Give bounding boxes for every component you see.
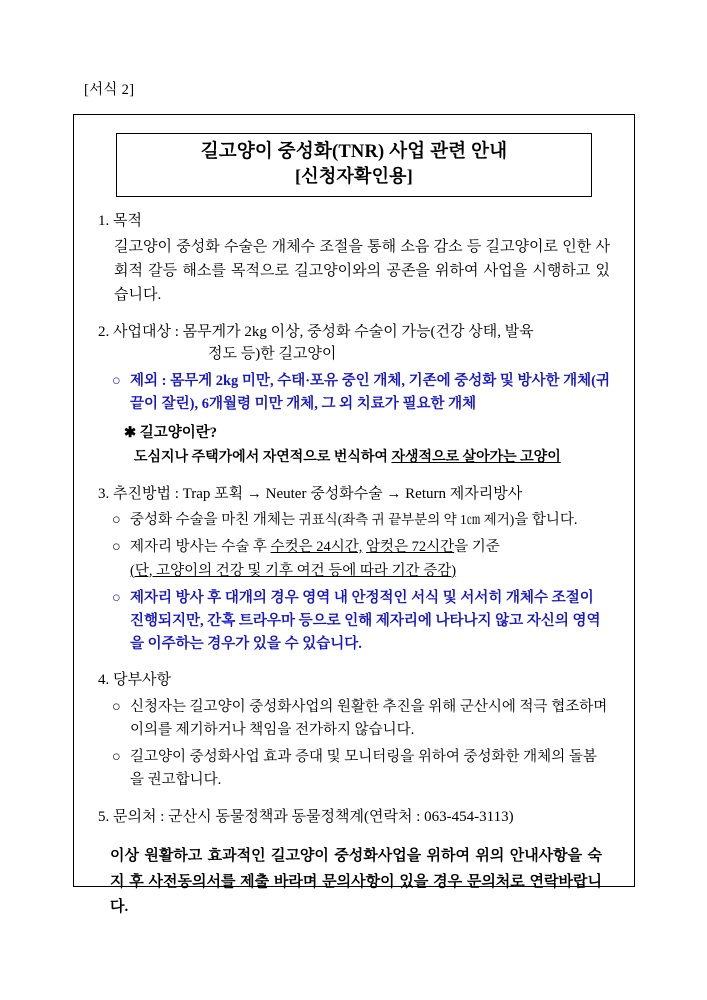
section-contact-title: 문의처 : 군산시 동물정책과 동물정책계(연락처 : 063-454-3113) xyxy=(113,808,514,825)
bullet-cooperation-text: 신청자는 길고양이 중성화사업의 원활한 추진을 위해 군산시에 적극 협조하며 이의를 제기하거나 책임을 전가하지 않습니다. xyxy=(130,698,608,739)
release-female: 암컷은 72시간 xyxy=(365,539,455,556)
document-subtitle: [신청자확인용] xyxy=(295,165,413,186)
section-target xyxy=(98,321,610,470)
section-contact-number: 5. xyxy=(98,808,110,825)
section-method-heading xyxy=(98,483,610,506)
bullet-marker: ○ xyxy=(112,589,121,606)
section-requests-number: 4. xyxy=(98,672,110,689)
ear-tipping-post: 을 합니다. xyxy=(514,512,578,529)
section-purpose-title: 목적 xyxy=(113,213,142,230)
release-post: 을 기준 xyxy=(454,539,500,556)
document-content xyxy=(92,210,616,920)
release-time-note: (단, 고양이의 건강 및 기후 여건 등에 따라 기간 증감) xyxy=(130,562,457,579)
document-title: 길고양이 중성화(TNR) 사업 관련 안내 xyxy=(200,142,508,162)
bullet-marker: ○ xyxy=(112,698,121,715)
section-target-title: 사업대상 : 몸무게가 2kg 이상, 중성화 수술이 가능(건강 상태, 발육 xyxy=(113,323,534,340)
ear-tipping-detail: 귀표식(좌측 귀 끝부분의 약 1㎝ 제거) xyxy=(298,512,515,528)
section-purpose-body: 길고양이 중성화 수술은 개체수 조절을 통해 소음 감소 등 길고양이로 인한 사회적 갈등 해소를 목적으로 길고양이와의 공존을 위하여 사업을 시행하고 있습니다. xyxy=(114,238,610,304)
ear-tipping-pre: 중성화 수술을 마친 개체는 xyxy=(130,512,299,529)
section-purpose-heading xyxy=(98,210,610,233)
section-method-title: 추진방법 : Trap 포획 → Neuter 중성화수술 → Return 제자리방사 xyxy=(113,485,523,502)
stray-cat-definition-heading: ✱ 길고양이란? xyxy=(124,425,218,442)
bullet-ear-tipping xyxy=(98,509,610,532)
release-time-line1 xyxy=(130,536,610,559)
section-contact-heading xyxy=(98,806,610,829)
bullet-exclusions xyxy=(98,370,610,416)
bullet-release-time xyxy=(98,536,610,582)
form-tag: [서식 2] xyxy=(84,82,135,98)
section-purpose-number: 1. xyxy=(98,213,110,230)
section-requests xyxy=(98,669,610,792)
section-method xyxy=(98,483,610,657)
bullet-care-text: 길고양이 중성화사업 효과 증대 및 모니터링을 위하여 중성화한 개체의 돌봄을 권고합니다. xyxy=(130,749,597,789)
bullet-marker: ○ xyxy=(112,539,121,556)
bullet-post-release-text: 제자리 방사 후 대개의 경우 영역 내 안정적인 서식 및 서서히 개체수 조절이 진행되지만, 간혹 트라우마 등으로 인해 제자리에 나타나지 않고 자신의 영역을 이주하는 경우가 있을 수 있습니다. xyxy=(130,589,601,653)
bullet-cooperation xyxy=(98,696,610,742)
bullet-ear-tipping-text xyxy=(130,509,610,532)
definition-underlined: 자생적으로 살아가는 고양이 xyxy=(391,450,561,466)
section-requests-title: 당부사항 xyxy=(113,672,171,689)
document-border-box xyxy=(73,114,635,916)
section-target-number: 2. xyxy=(98,323,110,340)
section-purpose xyxy=(98,210,610,307)
bullet-marker: ○ xyxy=(112,372,121,389)
section-requests-heading xyxy=(98,669,610,692)
definition-plain: 도심지나 주택가에서 자연적으로 번식하여 xyxy=(134,450,392,466)
section-target-heading-cont: 정도 등)한 길고양이 xyxy=(208,346,337,363)
bullet-exclusions-text: 제외 : 몸무게 2kg 미만, 수태·포유 중인 개체, 기존에 중성화 및 방사한 개체(귀 끝이 잘린), 6개월령 미만 개체, 그 외 치료가 필요한 개체 xyxy=(130,372,611,412)
bullet-marker: ○ xyxy=(112,512,121,529)
stray-cat-definition-text xyxy=(98,447,610,469)
bullet-marker: ○ xyxy=(112,749,121,766)
section-contact xyxy=(98,806,610,829)
title-box xyxy=(116,133,592,197)
bullet-care xyxy=(98,746,610,792)
bullet-post-release xyxy=(98,587,610,657)
release-pre: 제자리 방사는 수술 후 xyxy=(130,539,271,556)
section-method-number: 3. xyxy=(98,485,110,502)
release-male: 수컷은 24시간, xyxy=(270,539,363,556)
section-target-heading xyxy=(98,321,610,344)
bullet-release-time-text xyxy=(130,536,610,582)
closing-statement: 이상 원활하고 효과적인 길고양이 중성화사업을 위하여 위의 안내사항을 숙지 후 사전동의서를 제출 바라며 문의사항이 있을 경우 문의처로 연락바랍니다. xyxy=(110,848,602,916)
